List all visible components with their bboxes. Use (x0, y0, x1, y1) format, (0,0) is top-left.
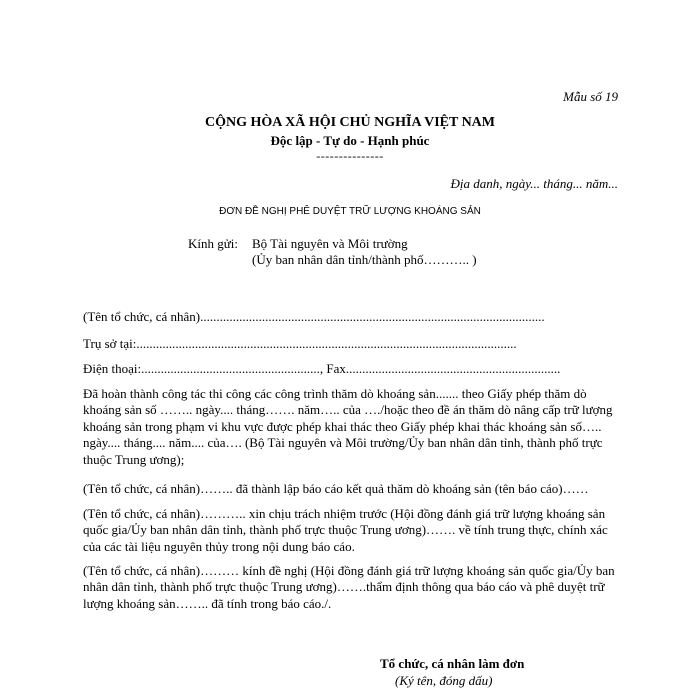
nation-heading: CỘNG HÒA XÃ HỘI CHỦ NGHĨA VIỆT NAM (204, 115, 495, 130)
address-field: Trụ sở tại:..................................................................................................................... (83, 336, 517, 351)
body-paragraph: (Tên tổ chức, cá nhân)……… kính đề nghị (Hội đồng đánh giá trữ lượng khoáng sản quốc gia/Ủy ban nhân dân tỉnh, thành phố trực thuộc Trung ương)…….thẩm định thông qua báo cáo và phê duyệt trữ lượng khoáng sản…….. đã tính trong báo cáo./. (83, 563, 615, 611)
form-number: Mẫu số 19 (563, 89, 618, 104)
signature-note: (Ký tên, đóng dấu) (395, 673, 493, 688)
heading-separator: --------------- (316, 149, 384, 163)
recipient-line-2: (Ủy ban nhân dân tỉnh/thành phố……….. ) (252, 252, 477, 267)
recipient-label: Kính gửi: (188, 236, 239, 251)
recipient-line-1: Bộ Tài nguyên và Môi trường (252, 236, 408, 251)
place-date-line: Địa danh, ngày... tháng... năm... (450, 176, 618, 191)
signature-title: Tổ chức, cá nhân làm đơn (380, 656, 525, 671)
org-name-field: (Tên tổ chức, cá nhân).......................................................................................................... (83, 309, 545, 324)
body-paragraph: Đã hoàn thành công tác thi công các công trình thăm dò khoáng sản....... theo Giấy phép thăm dò khoáng sản số …….. ngày.... tháng……. năm….. của …./hoặc theo đề án thăm dò nâng cấp trữ lượng khoáng sản trong phạm vi khu vực được phép khai thác theo Giấy phép khai thác khoáng sản số….. ngày.... tháng.... năm.... của…. (Bộ Tài nguyên và Môi trường/Ủy ban nhân dân tỉnh, thành phố trực thuộc Trung ương); (83, 386, 613, 467)
phone-fax-field: Điện thoại:......................................................., Fax.................................................................. (83, 361, 561, 376)
body-paragraph: (Tên tổ chức, cá nhân)……….. xin chịu trách nhiệm trước (Hội đồng đánh giá trữ lượng khoáng sản quốc gia/Ủy ban nhân dân tỉnh, thành phố trực thuộc Trung ương)……. về tính trung thực, chính xác của các tài liệu nguyên thủy trong nội dung báo cáo. (83, 506, 608, 554)
national-motto: Độc lập - Tự do - Hạnh phúc (270, 133, 430, 148)
document-title: ĐƠN ĐỀ NGHỊ PHÊ DUYỆT TRỮ LƯỢNG KHOÁNG SẢN (219, 206, 481, 217)
body-paragraph: (Tên tổ chức, cá nhân)…….. đã thành lập báo cáo kết quả thăm dò khoáng sản (tên báo cáo)…… (83, 481, 589, 496)
